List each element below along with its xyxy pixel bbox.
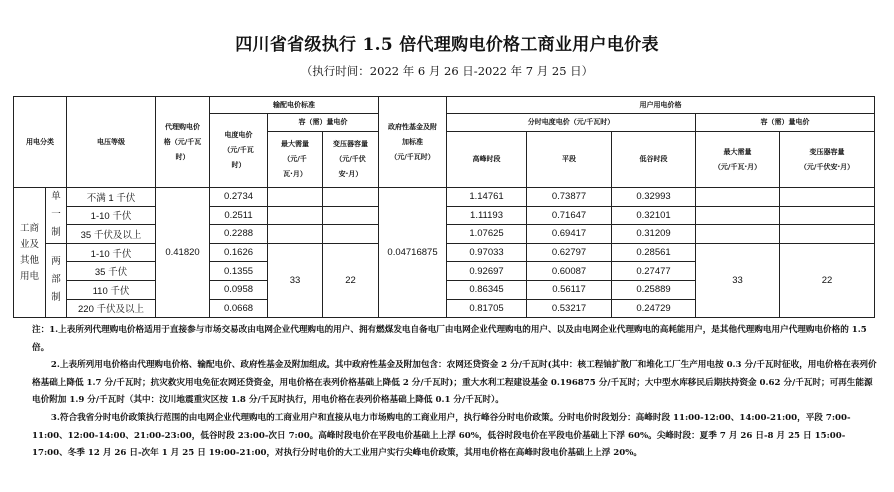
flat-cell: 0.69417 [527, 225, 612, 244]
flat-cell: 0.60087 [527, 262, 612, 281]
flat-cell: 0.62797 [527, 243, 612, 262]
header-transformer: 变压器容量 （元/千伏 安·月） [323, 132, 379, 188]
header-user-max-demand: 最大需量 （元/千瓦·月） [696, 132, 780, 188]
header-user-capacity: 容（需）量电价 [696, 114, 875, 132]
header-energy-price: 电度电价 （元/千瓦 时） [210, 114, 268, 188]
header-proxy-price: 代理购电价 格（元/千瓦 时） [156, 97, 210, 188]
user-max-demand-cell [696, 225, 780, 244]
energy-cell: 0.0958 [210, 280, 268, 299]
category-cell: 工商 业及 其他 用电 [14, 188, 46, 318]
energy-cell: 0.2734 [210, 188, 268, 207]
peak-cell: 0.81705 [447, 299, 527, 318]
transformer-cell: 22 [323, 243, 379, 317]
header-tou-price: 分时电度电价（元/千瓦时） [447, 114, 696, 132]
valley-cell: 0.32101 [612, 206, 696, 225]
header-valley: 低谷时段 [612, 132, 696, 188]
page-subtitle: （执行时间：2022 年 6 月 26 日-2022 年 7 月 25 日） [300, 64, 594, 78]
header-user-transformer: 变压器容量 （元/千伏安·月） [780, 132, 875, 188]
voltage-cell: 不满 1 千伏 [67, 188, 156, 207]
header-gov-fund: 政府性基金及附 加标准 （元/千瓦时） [379, 97, 447, 188]
max-demand-cell [268, 206, 323, 225]
voltage-cell: 35 千伏 [67, 262, 156, 281]
header-transmission: 输配电价标准 [210, 97, 379, 114]
valley-cell: 0.31209 [612, 225, 696, 244]
flat-cell: 0.56117 [527, 280, 612, 299]
note-3: 3.符合我省分时电价政策执行范围的由电网企业代理购电的工商业用户和直接从电力市场购电的工商业用户，执行峰谷分时电价政策。分时电价时段划分：高峰时段 11:00-12:00、14:00-21:00，平段 7:00-11:00、12:00-14:00、21:00-23:00，低谷时段 23:00-次日 7:00。高峰时段电价在平段电价基础上上浮 60%，低谷时段电价在平段电价基础上下浮 60%。尖峰时段：夏季 7 月 26 日-8 月 25 日 15:00-17:00、冬季 12 月 26 日-次年 1 月 25 日 19:00-21:00，对执行分时电价的大工业用户实行尖峰电价政策，其用电价格在高峰时段电价基础上上浮 20%。 [32, 412, 851, 459]
header-peak: 高峰时段 [447, 132, 527, 188]
valley-cell: 0.25889 [612, 280, 696, 299]
gov-fund-cell: 0.04716875 [379, 188, 447, 318]
user-transformer-cell [780, 206, 875, 225]
energy-cell: 0.2288 [210, 225, 268, 244]
peak-cell: 1.07625 [447, 225, 527, 244]
max-demand-cell [268, 225, 323, 244]
user-transformer-cell [780, 188, 875, 207]
header-category: 用电分类 [14, 97, 67, 188]
energy-cell: 0.1626 [210, 243, 268, 262]
energy-cell: 0.1355 [210, 262, 268, 281]
transformer-cell [323, 188, 379, 207]
peak-cell: 0.92697 [447, 262, 527, 281]
page-title: 四川省省级执行 1.5 倍代理购电价格工商业用户电价表 [235, 35, 659, 55]
transformer-cell [323, 225, 379, 244]
note-2: 2.上表所列用电价格由代理购电价格、输配电价、政府性基金及附加组成。其中政府性基金及附加包含：农网还贷资金 2 分/千瓦时(其中：核工程铀扩散厂和堆化工厂生产用电按 0.3 分/千瓦时征收，用电价格在表列价格基础上降低 1.7 分/千瓦时；抗灾救灾用电免征农网还贷资金，用电价格在表列价格基础上降低 2 分/千瓦时)；重大水利工程建设基金 0.196875 分/千瓦时；大中型水库移民后期扶持资金 0.62 分/千瓦时；可再生能源电价附加 1.9 分/千瓦时（其中：汶川地震重灾区按 1.8 分/千瓦时执行，用电价格在表列价格基础上降低 0.1 分/千瓦时）。 [32, 360, 877, 406]
note-1: 注：1.上表所列代理购电价格适用于直接参与市场交易改由电网企业代理购电的用户、拥有燃煤发电自备电厂由电网企业代理购电的用户、以及由电网企业代理购电的高耗能用户，是其他代理购电用户代理购电价格的 1.5 倍。 [32, 325, 867, 353]
user-transformer-cell: 22 [780, 243, 875, 317]
header-capacity: 容（需）量电价 [268, 114, 379, 132]
flat-cell: 0.71647 [527, 206, 612, 225]
header-max-demand: 最大需量 （元/千 瓦·月） [268, 132, 323, 188]
valley-cell: 0.28561 [612, 243, 696, 262]
energy-cell: 0.2511 [210, 206, 268, 225]
voltage-cell: 1-10 千伏 [67, 206, 156, 225]
proxy-price-cell: 0.41820 [156, 188, 210, 318]
header-user-price: 用户用电价格 [447, 97, 875, 114]
price-table [13, 96, 875, 318]
voltage-cell: 110 千伏 [67, 280, 156, 299]
flat-cell: 0.53217 [527, 299, 612, 318]
notes-section [32, 322, 880, 463]
table-row [14, 188, 875, 207]
flat-cell: 0.73877 [527, 188, 612, 207]
peak-cell: 0.86345 [447, 280, 527, 299]
peak-cell: 1.11193 [447, 206, 527, 225]
transformer-cell [323, 206, 379, 225]
header-flat: 平段 [527, 132, 612, 188]
two-part-system-cell: 两 部 制 [46, 243, 67, 317]
user-max-demand-cell [696, 206, 780, 225]
max-demand-cell: 33 [268, 243, 323, 317]
valley-cell: 0.24729 [612, 299, 696, 318]
header-voltage: 电压等级 [67, 97, 156, 188]
user-max-demand-cell: 33 [696, 243, 780, 317]
peak-cell: 1.14761 [447, 188, 527, 207]
single-system-cell: 单 一 制 [46, 188, 67, 244]
valley-cell: 0.27477 [612, 262, 696, 281]
energy-cell: 0.0668 [210, 299, 268, 318]
valley-cell: 0.32993 [612, 188, 696, 207]
voltage-cell: 220 千伏及以上 [67, 299, 156, 318]
max-demand-cell [268, 188, 323, 207]
peak-cell: 0.97033 [447, 243, 527, 262]
user-transformer-cell [780, 225, 875, 244]
user-max-demand-cell [696, 188, 780, 207]
voltage-cell: 35 千伏及以上 [67, 225, 156, 244]
voltage-cell: 1-10 千伏 [67, 243, 156, 262]
